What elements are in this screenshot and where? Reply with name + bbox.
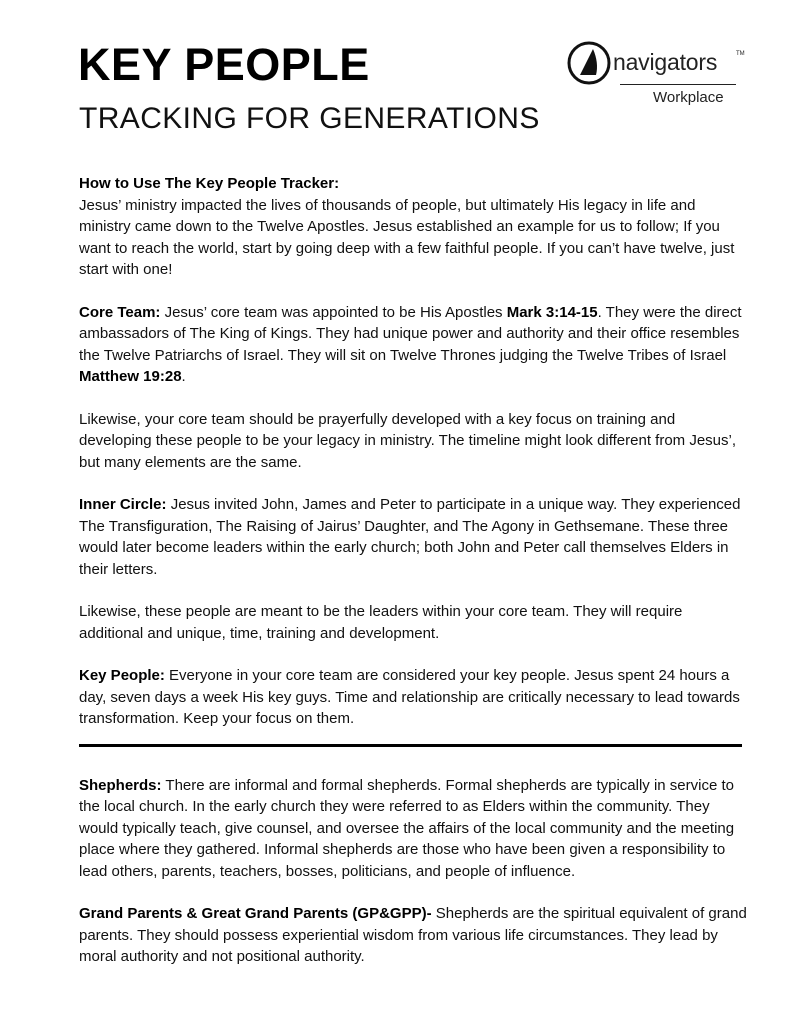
how-to-body: Jesus’ ministry impacted the lives of thousands of people, but ultimately His legacy in life and ministry came down to the Twelve Apostles. Jesus established an example for us to follow; If you want to reach the world, start by going deep with a few faithful people. If you can’t have twelve, just start with one! [79, 196, 735, 278]
logo-divider [620, 84, 736, 85]
core-team-paragraph [79, 302, 749, 388]
core-team-ref-matthew: Matthew 19:28 [79, 368, 182, 385]
inner-circle-heading: Inner Circle: [79, 496, 167, 513]
how-to-heading: How to Use The Key People Tracker: [79, 175, 340, 192]
grand-parents-paragraph [79, 903, 749, 968]
page-subtitle: TRACKING FOR GENERATIONS [79, 102, 540, 135]
core-team-ref-mark: Mark 3:14-15 [506, 303, 598, 321]
logo-trademark: TM [736, 51, 745, 57]
core-team-heading: Core Team: [79, 303, 161, 321]
section-divider [79, 744, 742, 747]
how-to-paragraph [79, 173, 749, 281]
inner-circle-body: Jesus invited John, James and Peter to participate in a unique way. They experienced The Transfiguration, The Raising of Jairus’ Daughter, and The Agony in Gethsemane. These three would later become leaders within the early church; both John and Peter call themselves Elders in their letters. [79, 496, 741, 578]
core-team-likewise-paragraph: Likewise, your core team should be prayerfully developed with a key focus on training and developing these people to be your legacy in ministry. The timeline might look different from Jesus’, but many elements are the same. [79, 410, 737, 471]
sail-circle-icon [566, 40, 612, 86]
logo-tagline: Workplace [653, 89, 724, 106]
shepherds-body: There are informal and formal shepherds. Formal shepherds are typically in service to the local church. In the early church they were referred to as Elders within the community. They would typically teach, give counsel, and oversee the affairs of the local community and the meeting place where they gathered. Informal shepherds are those who have been given a responsibility to lead others, parents, teachers, bosses, politicians, and people of influence. [79, 776, 735, 880]
shepherds-heading: Shepherds: [79, 776, 162, 794]
key-people-body: Everyone in your core team are considered your key people. Jesus spent 24 hours a day, seven days a week His key guys. Time and relationship are critically necessary to lead towards transformation. Keep your focus on them. [79, 667, 740, 727]
key-people-heading: Key People: [79, 667, 165, 684]
core-team-text-1: Jesus’ core team was appointed to be His Apostles [160, 303, 507, 321]
grand-parents-heading: Grand Parents & Great Grand Parents (GP&GPP)- [79, 905, 432, 922]
core-team-text-3: . [181, 368, 186, 385]
navigators-workplace-logo [566, 40, 746, 110]
shepherds-paragraph [79, 775, 749, 883]
logo-wordmark: navigators [613, 49, 718, 75]
core-team-text-2: . They were the direct ambassadors of The King of Kings. They had unique power and authority and their office resembles the Twelve Patriarchs of Israel. They will sit on Twelve Thrones judging the Twelve Tribes of Israel [79, 303, 742, 364]
document-body [79, 173, 749, 989]
inner-circle-likewise-paragraph: Likewise, these people are meant to be the leaders within your core team. They will require additional and unique, time, training and development. [79, 603, 683, 642]
grand-parents-body: Shepherds are the spiritual equivalent of grand parents. They should possess experiential wisdom from various life circumstances. They lead by moral authority and not positional authority. [79, 905, 747, 965]
inner-circle-paragraph [79, 494, 749, 580]
key-people-paragraph [79, 665, 749, 730]
page-title: KEY PEOPLE [78, 39, 370, 90]
